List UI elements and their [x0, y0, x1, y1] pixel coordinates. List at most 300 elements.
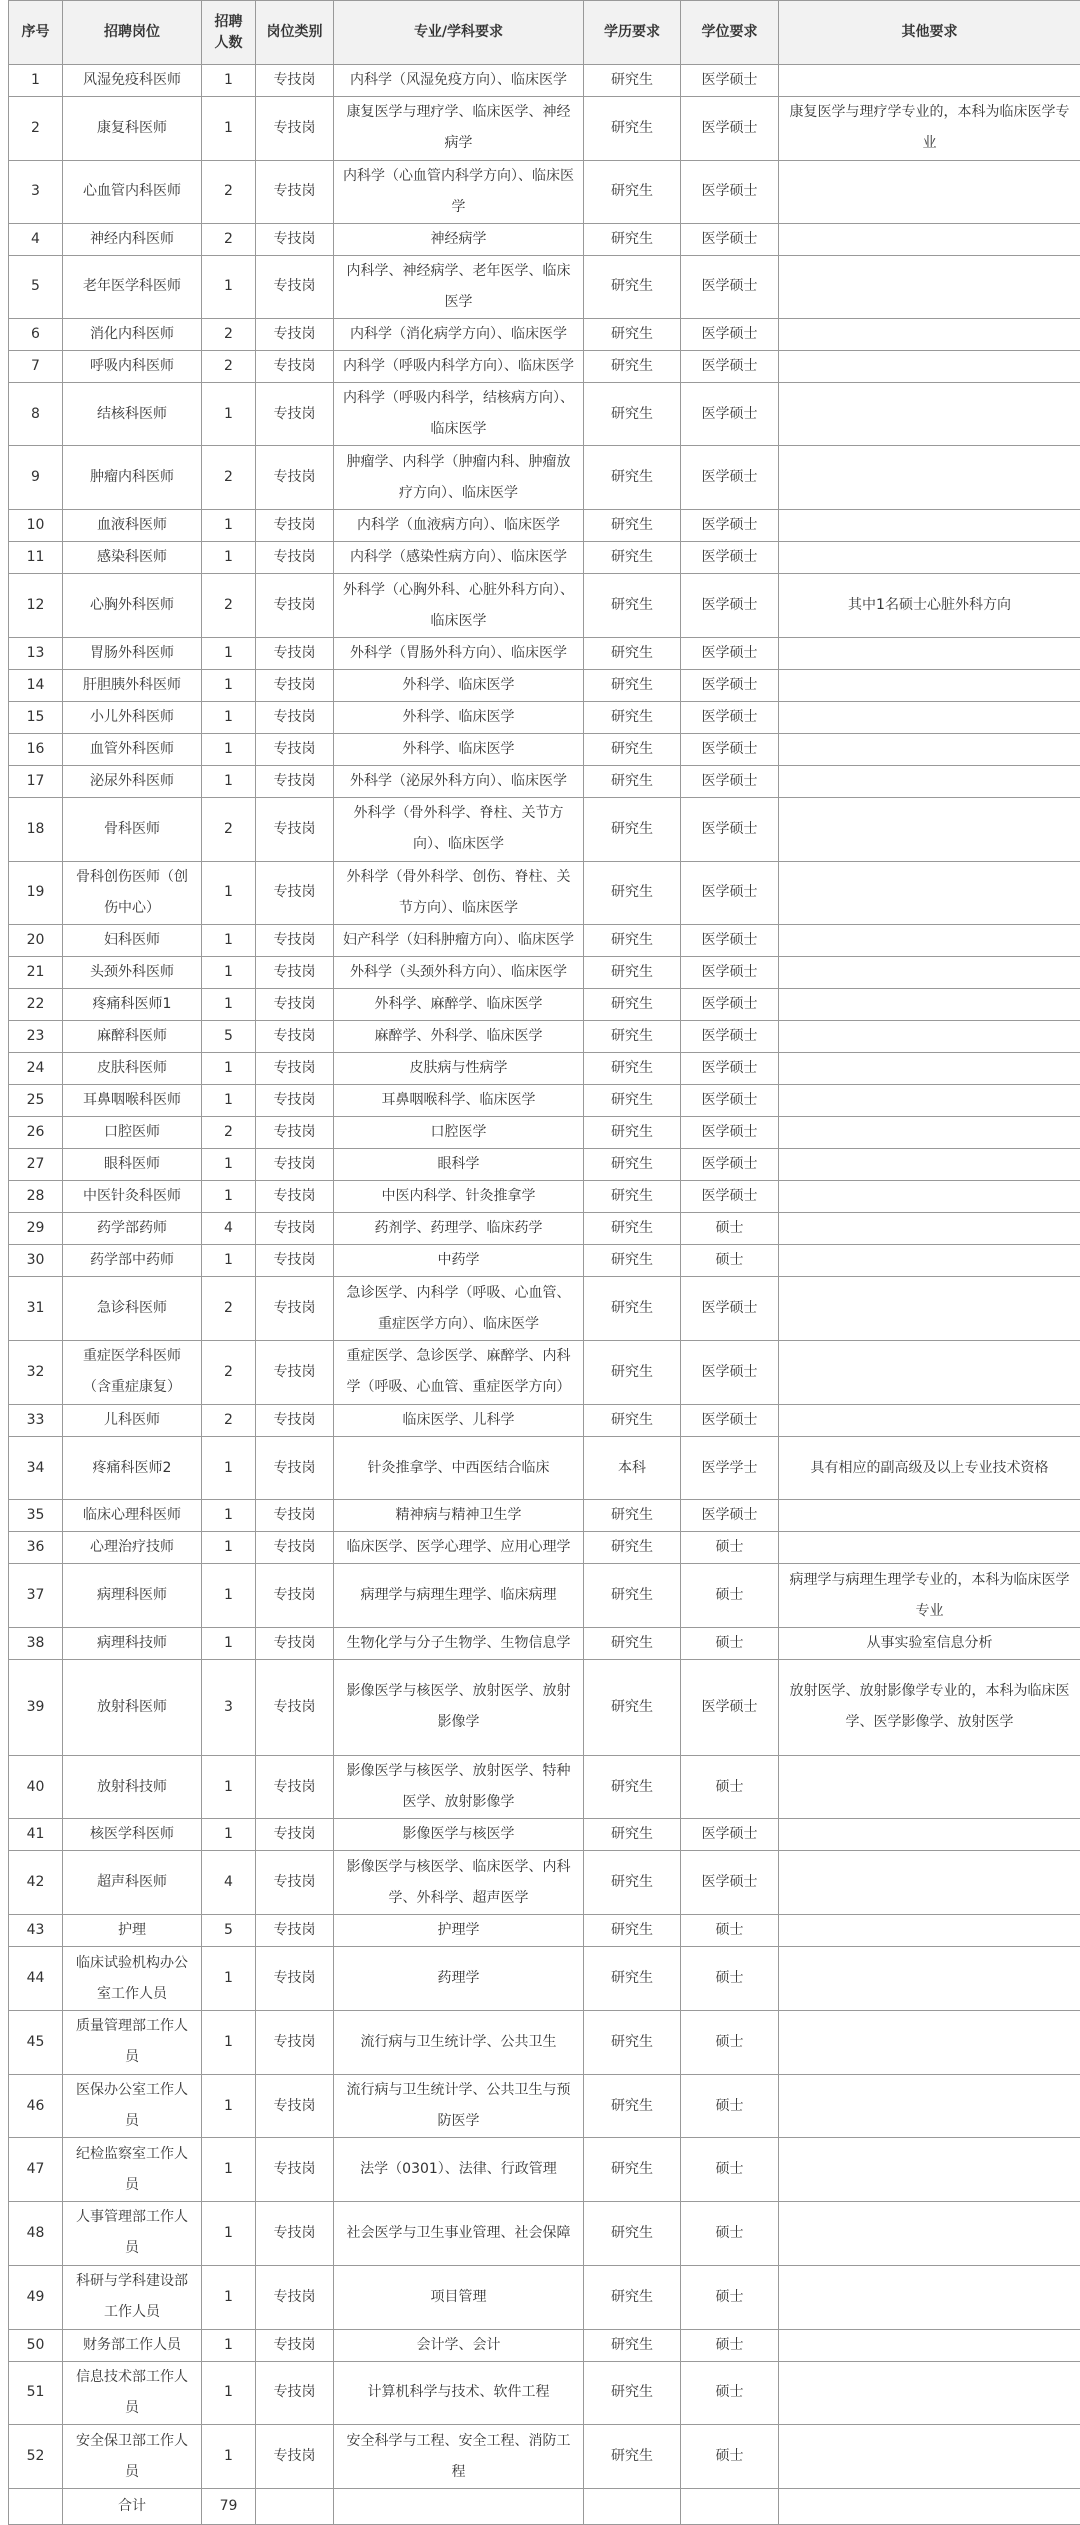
- cell-other: [779, 1947, 1080, 2011]
- cell-category: 专技岗: [256, 797, 334, 861]
- empty-cell: [334, 2488, 584, 2524]
- cell-count: 1: [202, 2074, 256, 2138]
- cell-degree: 医学硕士: [681, 382, 779, 446]
- cell-index: 13: [9, 637, 63, 669]
- cell-category: 专技岗: [256, 318, 334, 350]
- cell-major: 耳鼻咽喉科学、临床医学: [334, 1085, 584, 1117]
- cell-major: 安全科学与工程、安全工程、消防工程: [334, 2425, 584, 2489]
- cell-category: 专技岗: [256, 861, 334, 925]
- cell-other: 具有相应的副高级及以上专业技术资格: [779, 1436, 1080, 1500]
- cell-count: 1: [202, 637, 256, 669]
- cell-position: 疼痛科医师2: [63, 1436, 202, 1500]
- cell-position: 财务部工作人员: [63, 2329, 202, 2361]
- cell-education: 研究生: [584, 223, 681, 255]
- cell-major: 神经病学: [334, 223, 584, 255]
- cell-major: 病理学与病理生理学、临床病理: [334, 1564, 584, 1628]
- cell-count: 1: [202, 1532, 256, 1564]
- cell-degree: 医学硕士: [681, 1851, 779, 1915]
- cell-category: 专技岗: [256, 1213, 334, 1245]
- cell-degree: 硕士: [681, 2074, 779, 2138]
- header-index: 序号: [9, 1, 63, 65]
- cell-category: 专技岗: [256, 1628, 334, 1660]
- cell-index: 34: [9, 1436, 63, 1500]
- cell-other: [779, 2202, 1080, 2266]
- cell-degree: 医学硕士: [681, 97, 779, 161]
- cell-index: 16: [9, 733, 63, 765]
- cell-index: 17: [9, 765, 63, 797]
- cell-category: 专技岗: [256, 1819, 334, 1851]
- cell-other: [779, 318, 1080, 350]
- cell-education: 研究生: [584, 2202, 681, 2266]
- cell-index: 1: [9, 65, 63, 97]
- cell-category: 专技岗: [256, 255, 334, 318]
- table-header-row: [9, 1, 1080, 65]
- table-row: [9, 446, 1080, 510]
- cell-category: 专技岗: [256, 1436, 334, 1500]
- cell-major: 内科学（血液病方向）、临床医学: [334, 510, 584, 542]
- cell-index: 27: [9, 1149, 63, 1181]
- cell-other: [779, 1755, 1080, 1819]
- cell-education: 研究生: [584, 1245, 681, 1277]
- total-row: [9, 2488, 1080, 2524]
- cell-other: [779, 2361, 1080, 2425]
- cell-index: 39: [9, 1660, 63, 1756]
- cell-major: 皮肤病与性病学: [334, 1053, 584, 1085]
- cell-education: 研究生: [584, 861, 681, 925]
- cell-index: 38: [9, 1628, 63, 1660]
- cell-category: 专技岗: [256, 2361, 334, 2425]
- cell-category: 专技岗: [256, 574, 334, 638]
- cell-other: [779, 957, 1080, 989]
- cell-major: 外科学（心胸外科、心脏外科方向）、临床医学: [334, 574, 584, 638]
- cell-other: 病理学与病理生理学专业的，本科为临床医学专业: [779, 1564, 1080, 1628]
- cell-count: 1: [202, 733, 256, 765]
- cell-degree: 医学硕士: [681, 861, 779, 925]
- table-row: [9, 1341, 1080, 1405]
- cell-index: 7: [9, 350, 63, 382]
- cell-position: 麻醉科医师: [63, 1021, 202, 1053]
- cell-other: [779, 989, 1080, 1021]
- cell-major: 影像医学与核医学、放射医学、特种医学、放射影像学: [334, 1755, 584, 1819]
- cell-education: 研究生: [584, 989, 681, 1021]
- cell-education: 本科: [584, 1436, 681, 1500]
- cell-education: 研究生: [584, 1117, 681, 1149]
- cell-major: 精神病与精神卫生学: [334, 1500, 584, 1532]
- cell-index: 6: [9, 318, 63, 350]
- cell-count: 1: [202, 510, 256, 542]
- cell-index: 22: [9, 989, 63, 1021]
- cell-education: 研究生: [584, 669, 681, 701]
- cell-position: 眼科医师: [63, 1149, 202, 1181]
- cell-position: 血液科医师: [63, 510, 202, 542]
- total-label: 合计: [63, 2488, 202, 2524]
- cell-category: 专技岗: [256, 1660, 334, 1756]
- cell-category: 专技岗: [256, 2074, 334, 2138]
- cell-position: 肿瘤内科医师: [63, 446, 202, 510]
- cell-count: 1: [202, 2265, 256, 2329]
- table-row: [9, 925, 1080, 957]
- cell-index: 40: [9, 1755, 63, 1819]
- cell-major: 中医内科学、针灸推拿学: [334, 1181, 584, 1213]
- cell-education: 研究生: [584, 1500, 681, 1532]
- cell-education: 研究生: [584, 160, 681, 223]
- cell-position: 风湿免疫科医师: [63, 65, 202, 97]
- cell-major: 外科学（泌尿外科方向）、临床医学: [334, 765, 584, 797]
- cell-other: [779, 925, 1080, 957]
- cell-education: 研究生: [584, 2265, 681, 2329]
- recruitment-table-container: [8, 0, 1080, 2473]
- cell-index: 52: [9, 2425, 63, 2489]
- cell-position: 小儿外科医师: [63, 701, 202, 733]
- cell-position: 泌尿外科医师: [63, 765, 202, 797]
- table-row: [9, 255, 1080, 318]
- cell-degree: 硕士: [681, 2361, 779, 2425]
- table-row: [9, 669, 1080, 701]
- cell-major: 眼科学: [334, 1149, 584, 1181]
- cell-count: 2: [202, 574, 256, 638]
- cell-other: [779, 765, 1080, 797]
- table-row: [9, 1532, 1080, 1564]
- cell-major: 生物化学与分子生物学、生物信息学: [334, 1628, 584, 1660]
- cell-major: 内科学（呼吸内科学，结核病方向）、临床医学: [334, 382, 584, 446]
- cell-count: 1: [202, 2361, 256, 2425]
- cell-major: 计算机科学与技术、软件工程: [334, 2361, 584, 2425]
- cell-education: 研究生: [584, 65, 681, 97]
- cell-major: 康复医学与理疗学、临床医学、神经病学: [334, 97, 584, 161]
- cell-position: 质量管理部工作人员: [63, 2010, 202, 2074]
- cell-major: 急诊医学、内科学（呼吸、心血管、重症医学方向）、临床医学: [334, 1277, 584, 1341]
- cell-education: 研究生: [584, 1915, 681, 1947]
- cell-position: 安全保卫部工作人员: [63, 2425, 202, 2489]
- cell-count: 1: [202, 255, 256, 318]
- cell-position: 肝胆胰外科医师: [63, 669, 202, 701]
- cell-count: 1: [202, 2329, 256, 2361]
- cell-count: 1: [202, 97, 256, 161]
- cell-category: 专技岗: [256, 510, 334, 542]
- cell-other: [779, 1819, 1080, 1851]
- cell-index: 35: [9, 1500, 63, 1532]
- cell-education: 研究生: [584, 2425, 681, 2489]
- cell-major: 药剂学、药理学、临床药学: [334, 1213, 584, 1245]
- cell-other: [779, 637, 1080, 669]
- cell-degree: 医学硕士: [681, 1404, 779, 1436]
- cell-position: 急诊科医师: [63, 1277, 202, 1341]
- cell-major: 内科学（风湿免疫方向）、临床医学: [334, 65, 584, 97]
- empty-cell: [779, 2488, 1080, 2524]
- cell-category: 专技岗: [256, 2425, 334, 2489]
- cell-count: 5: [202, 1021, 256, 1053]
- cell-position: 临床试验机构办公室工作人员: [63, 1947, 202, 2011]
- cell-category: 专技岗: [256, 733, 334, 765]
- table-row: [9, 797, 1080, 861]
- cell-other: 放射医学、放射影像学专业的，本科为临床医学、医学影像学、放射医学: [779, 1660, 1080, 1756]
- cell-count: 1: [202, 1755, 256, 1819]
- table-row: [9, 542, 1080, 574]
- cell-education: 研究生: [584, 574, 681, 638]
- cell-other: [779, 510, 1080, 542]
- cell-index: 25: [9, 1085, 63, 1117]
- cell-index: 37: [9, 1564, 63, 1628]
- cell-position: 耳鼻咽喉科医师: [63, 1085, 202, 1117]
- cell-category: 专技岗: [256, 1564, 334, 1628]
- cell-count: 4: [202, 1213, 256, 1245]
- table-row: [9, 2329, 1080, 2361]
- cell-education: 研究生: [584, 1532, 681, 1564]
- cell-category: 专技岗: [256, 1085, 334, 1117]
- cell-index: 2: [9, 97, 63, 161]
- cell-count: 2: [202, 160, 256, 223]
- cell-degree: 医学硕士: [681, 255, 779, 318]
- cell-index: 31: [9, 1277, 63, 1341]
- cell-other: [779, 701, 1080, 733]
- cell-other: [779, 382, 1080, 446]
- cell-other: [779, 669, 1080, 701]
- cell-education: 研究生: [584, 1213, 681, 1245]
- cell-degree: 医学硕士: [681, 1085, 779, 1117]
- cell-other: 其中1名硕士心脏外科方向: [779, 574, 1080, 638]
- cell-category: 专技岗: [256, 765, 334, 797]
- cell-education: 研究生: [584, 1149, 681, 1181]
- cell-major: 影像医学与核医学、临床医学、内科学、外科学、超声医学: [334, 1851, 584, 1915]
- table-row: [9, 1947, 1080, 2011]
- header-position: 招聘岗位: [63, 1, 202, 65]
- cell-degree: 医学硕士: [681, 1181, 779, 1213]
- cell-position: 临床心理科医师: [63, 1500, 202, 1532]
- cell-category: 专技岗: [256, 1021, 334, 1053]
- cell-other: [779, 2138, 1080, 2202]
- cell-degree: 医学硕士: [681, 1277, 779, 1341]
- cell-other: [779, 1851, 1080, 1915]
- table-row: [9, 1085, 1080, 1117]
- cell-other: [779, 160, 1080, 223]
- cell-category: 专技岗: [256, 1277, 334, 1341]
- header-major: 专业/学科要求: [334, 1, 584, 65]
- cell-education: 研究生: [584, 2329, 681, 2361]
- cell-major: 项目管理: [334, 2265, 584, 2329]
- cell-count: 2: [202, 446, 256, 510]
- cell-index: 9: [9, 446, 63, 510]
- cell-major: 外科学（头颈外科方向）、临床医学: [334, 957, 584, 989]
- table-row: [9, 701, 1080, 733]
- cell-index: 10: [9, 510, 63, 542]
- table-row: [9, 1628, 1080, 1660]
- cell-education: 研究生: [584, 2074, 681, 2138]
- cell-position: 皮肤科医师: [63, 1053, 202, 1085]
- cell-index: 32: [9, 1341, 63, 1405]
- cell-position: 骨科医师: [63, 797, 202, 861]
- cell-index: 42: [9, 1851, 63, 1915]
- cell-other: [779, 255, 1080, 318]
- cell-position: 纪检监察室工作人员: [63, 2138, 202, 2202]
- cell-count: 1: [202, 2425, 256, 2489]
- cell-other: [779, 2265, 1080, 2329]
- cell-major: 法学（0301）、法律、行政管理: [334, 2138, 584, 2202]
- cell-other: [779, 1404, 1080, 1436]
- cell-major: 内科学（感染性病方向）、临床医学: [334, 542, 584, 574]
- cell-position: 病理科医师: [63, 1564, 202, 1628]
- cell-degree: 医学硕士: [681, 797, 779, 861]
- cell-count: 1: [202, 957, 256, 989]
- cell-education: 研究生: [584, 1628, 681, 1660]
- cell-major: 影像医学与核医学: [334, 1819, 584, 1851]
- table-row: [9, 2010, 1080, 2074]
- cell-count: 1: [202, 2010, 256, 2074]
- table-row: [9, 2425, 1080, 2489]
- cell-index: 4: [9, 223, 63, 255]
- cell-other: [779, 733, 1080, 765]
- cell-category: 专技岗: [256, 2329, 334, 2361]
- cell-degree: 医学硕士: [681, 989, 779, 1021]
- cell-position: 结核科医师: [63, 382, 202, 446]
- cell-count: 1: [202, 65, 256, 97]
- cell-other: [779, 1117, 1080, 1149]
- header-category: 岗位类别: [256, 1, 334, 65]
- cell-other: [779, 350, 1080, 382]
- empty-cell: [681, 2488, 779, 2524]
- cell-other: [779, 1181, 1080, 1213]
- cell-index: 41: [9, 1819, 63, 1851]
- cell-degree: 硕士: [681, 1947, 779, 2011]
- empty-cell: [9, 2488, 63, 2524]
- cell-position: 神经内科医师: [63, 223, 202, 255]
- cell-count: 2: [202, 223, 256, 255]
- cell-category: 专技岗: [256, 160, 334, 223]
- cell-major: 外科学、临床医学: [334, 733, 584, 765]
- cell-index: 30: [9, 1245, 63, 1277]
- cell-count: 1: [202, 989, 256, 1021]
- cell-other: 从事实验室信息分析: [779, 1628, 1080, 1660]
- cell-degree: 医学硕士: [681, 1117, 779, 1149]
- cell-degree: 医学硕士: [681, 701, 779, 733]
- cell-position: 医保办公室工作人员: [63, 2074, 202, 2138]
- cell-category: 专技岗: [256, 669, 334, 701]
- cell-degree: 医学硕士: [681, 1819, 779, 1851]
- cell-category: 专技岗: [256, 2265, 334, 2329]
- cell-major: 肿瘤学、内科学（肿瘤内科、肿瘤放疗方向）、临床医学: [334, 446, 584, 510]
- cell-other: [779, 1341, 1080, 1405]
- cell-other: [779, 65, 1080, 97]
- table-row: [9, 957, 1080, 989]
- cell-category: 专技岗: [256, 957, 334, 989]
- cell-count: 2: [202, 797, 256, 861]
- cell-count: 3: [202, 1660, 256, 1756]
- cell-education: 研究生: [584, 1564, 681, 1628]
- cell-position: 胃肠外科医师: [63, 637, 202, 669]
- cell-other: [779, 2010, 1080, 2074]
- cell-index: 11: [9, 542, 63, 574]
- cell-degree: 医学硕士: [681, 574, 779, 638]
- table-row: [9, 382, 1080, 446]
- cell-category: 专技岗: [256, 542, 334, 574]
- cell-index: 44: [9, 1947, 63, 2011]
- table-row: [9, 1404, 1080, 1436]
- cell-education: 研究生: [584, 2138, 681, 2202]
- cell-category: 专技岗: [256, 2138, 334, 2202]
- cell-position: 人事管理部工作人员: [63, 2202, 202, 2266]
- cell-position: 放射科技师: [63, 1755, 202, 1819]
- cell-count: 1: [202, 701, 256, 733]
- cell-education: 研究生: [584, 2361, 681, 2425]
- cell-education: 研究生: [584, 1181, 681, 1213]
- table-body: [9, 65, 1080, 2525]
- table-row: [9, 350, 1080, 382]
- cell-other: [779, 1245, 1080, 1277]
- cell-index: 43: [9, 1915, 63, 1947]
- cell-other: [779, 1085, 1080, 1117]
- cell-degree: 医学硕士: [681, 446, 779, 510]
- cell-index: 50: [9, 2329, 63, 2361]
- cell-degree: 医学硕士: [681, 733, 779, 765]
- cell-position: 感染科医师: [63, 542, 202, 574]
- header-count: 招聘人数: [202, 1, 256, 65]
- cell-count: 2: [202, 1117, 256, 1149]
- cell-count: 1: [202, 1500, 256, 1532]
- cell-degree: 医学硕士: [681, 223, 779, 255]
- cell-position: 康复科医师: [63, 97, 202, 161]
- cell-other: [779, 797, 1080, 861]
- header-degree: 学位要求: [681, 1, 779, 65]
- cell-education: 研究生: [584, 350, 681, 382]
- cell-other: [779, 2074, 1080, 2138]
- table-row: [9, 2202, 1080, 2266]
- table-row: [9, 97, 1080, 161]
- cell-index: 29: [9, 1213, 63, 1245]
- cell-index: 49: [9, 2265, 63, 2329]
- cell-degree: 医学学士: [681, 1436, 779, 1500]
- cell-degree: 硕士: [681, 2265, 779, 2329]
- cell-major: 麻醉学、外科学、临床医学: [334, 1021, 584, 1053]
- table-row: [9, 1245, 1080, 1277]
- cell-education: 研究生: [584, 1851, 681, 1915]
- cell-index: 36: [9, 1532, 63, 1564]
- cell-category: 专技岗: [256, 382, 334, 446]
- cell-index: 19: [9, 861, 63, 925]
- cell-count: 2: [202, 318, 256, 350]
- cell-index: 21: [9, 957, 63, 989]
- table-row: [9, 160, 1080, 223]
- table-row: [9, 637, 1080, 669]
- cell-education: 研究生: [584, 765, 681, 797]
- cell-position: 科研与学科建设部工作人员: [63, 2265, 202, 2329]
- table-row: [9, 861, 1080, 925]
- cell-position: 妇科医师: [63, 925, 202, 957]
- cell-category: 专技岗: [256, 2010, 334, 2074]
- cell-other: [779, 1915, 1080, 1947]
- cell-degree: 硕士: [681, 1628, 779, 1660]
- cell-count: 2: [202, 350, 256, 382]
- table-row: [9, 1277, 1080, 1341]
- cell-category: 专技岗: [256, 989, 334, 1021]
- cell-index: 48: [9, 2202, 63, 2266]
- cell-category: 专技岗: [256, 925, 334, 957]
- cell-count: 1: [202, 1947, 256, 2011]
- cell-major: 会计学、会计: [334, 2329, 584, 2361]
- cell-major: 重症医学、急诊医学、麻醉学、内科学（呼吸、心血管、重症医学方向）: [334, 1341, 584, 1405]
- cell-degree: 硕士: [681, 1915, 779, 1947]
- cell-major: 中药学: [334, 1245, 584, 1277]
- cell-major: 外科学、麻醉学、临床医学: [334, 989, 584, 1021]
- cell-education: 研究生: [584, 2010, 681, 2074]
- cell-index: 51: [9, 2361, 63, 2425]
- cell-count: 1: [202, 2138, 256, 2202]
- cell-education: 研究生: [584, 97, 681, 161]
- cell-major: 外科学（胃肠外科方向）、临床医学: [334, 637, 584, 669]
- cell-count: 1: [202, 1628, 256, 1660]
- cell-other: [779, 1532, 1080, 1564]
- table-row: [9, 1181, 1080, 1213]
- cell-category: 专技岗: [256, 1532, 334, 1564]
- table-row: [9, 1500, 1080, 1532]
